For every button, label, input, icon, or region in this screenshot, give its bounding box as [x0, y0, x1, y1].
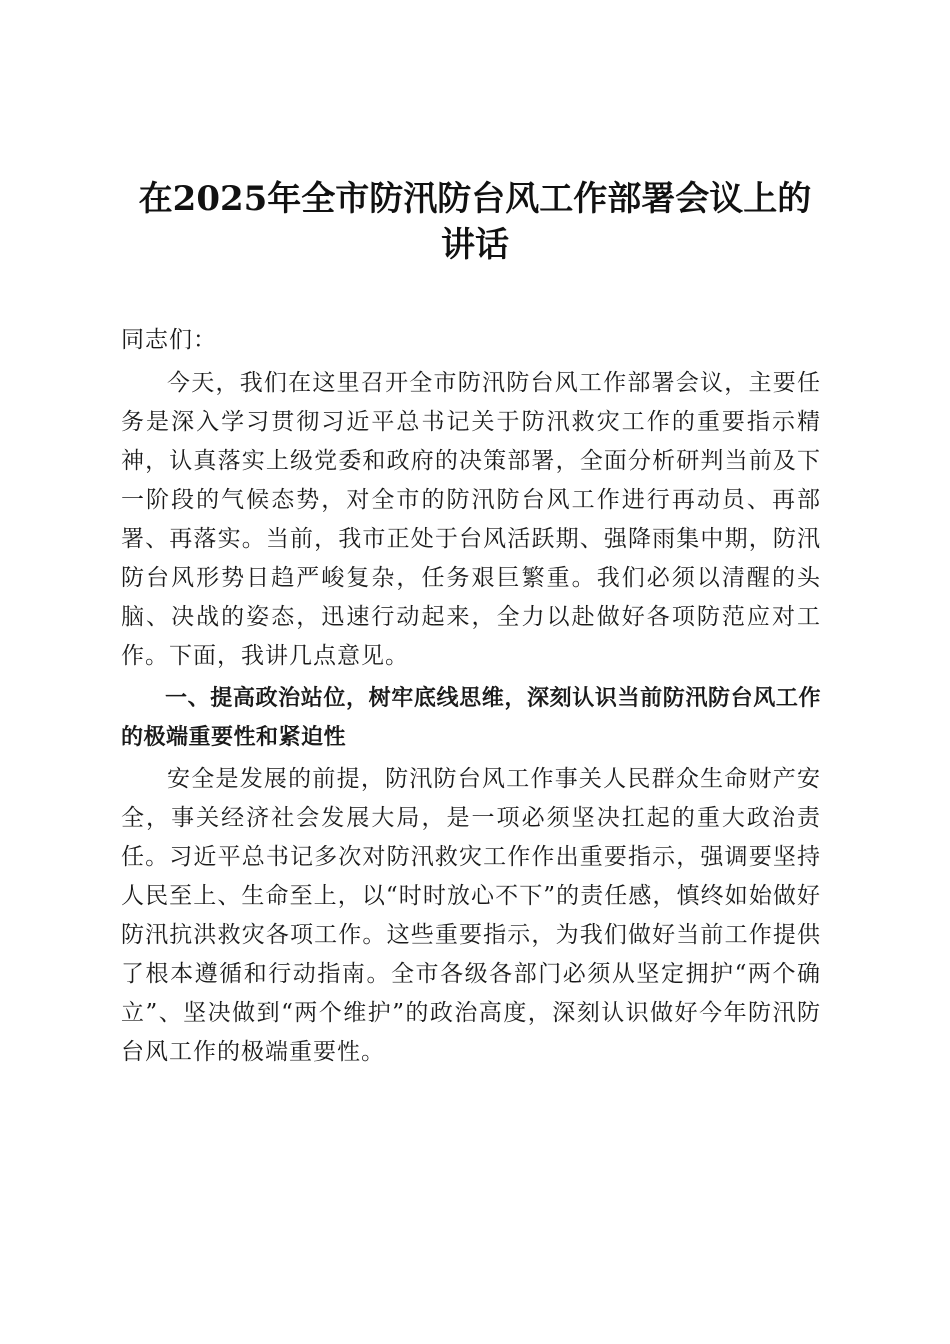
section-paragraph: 安全是发展的前提，防汛防台风工作事关人民群众生命财产安全，事关经济社会发展大局，是一项必须坚决扛起的重大政治责任。习近平总书记多次对防汛救灾工作作出重要指示，强调要坚持人民至上、生命至上，以“时时放心不下”的责任感，慎终如始做好防汛抗洪救灾各项工作。这些重要指示，为我们做好当前工作提供了根本遵循和行动指南。全市各级各部门必须从坚定拥护“两个确立”、坚决做到“两个维护”的政治高度，深刻认识做好今年防汛防台风工作的极端重要性。: [121, 766, 821, 1065]
intro-paragraph: 今天，我们在这里召开全市防汛防台风工作部署会议，主要任务是深入学习贯彻习近平总书记关于防汛救灾工作的重要指示精神，认真落实上级党委和政府的决策部署，全面分析研判当前及下一阶段的气候态势，对全市的防汛防台风工作进行再动员、再部署、再落实。当前，我市正处于台风活跃期、强降雨集中期，防汛防台风形势日趋严峻复杂，任务艰巨繁重。我们必须以清醒的头脑、决战的姿态，迅速行动起来，全力以赴做好各项防范应对工作。下面，我讲几点意见。: [121, 370, 821, 669]
section-heading: 一、提高政治站位，树牢底线思维，深刻认识当前防汛防台风工作的极端重要性和紧迫性: [121, 686, 821, 750]
title-line-1: 在2025年全市防汛防台风工作部署会议上的: [138, 179, 812, 219]
salutation: 同志们：: [121, 327, 217, 353]
document-title: [110, 176, 840, 268]
document-body: [121, 321, 821, 1075]
title-line-2: 讲话: [441, 225, 509, 265]
